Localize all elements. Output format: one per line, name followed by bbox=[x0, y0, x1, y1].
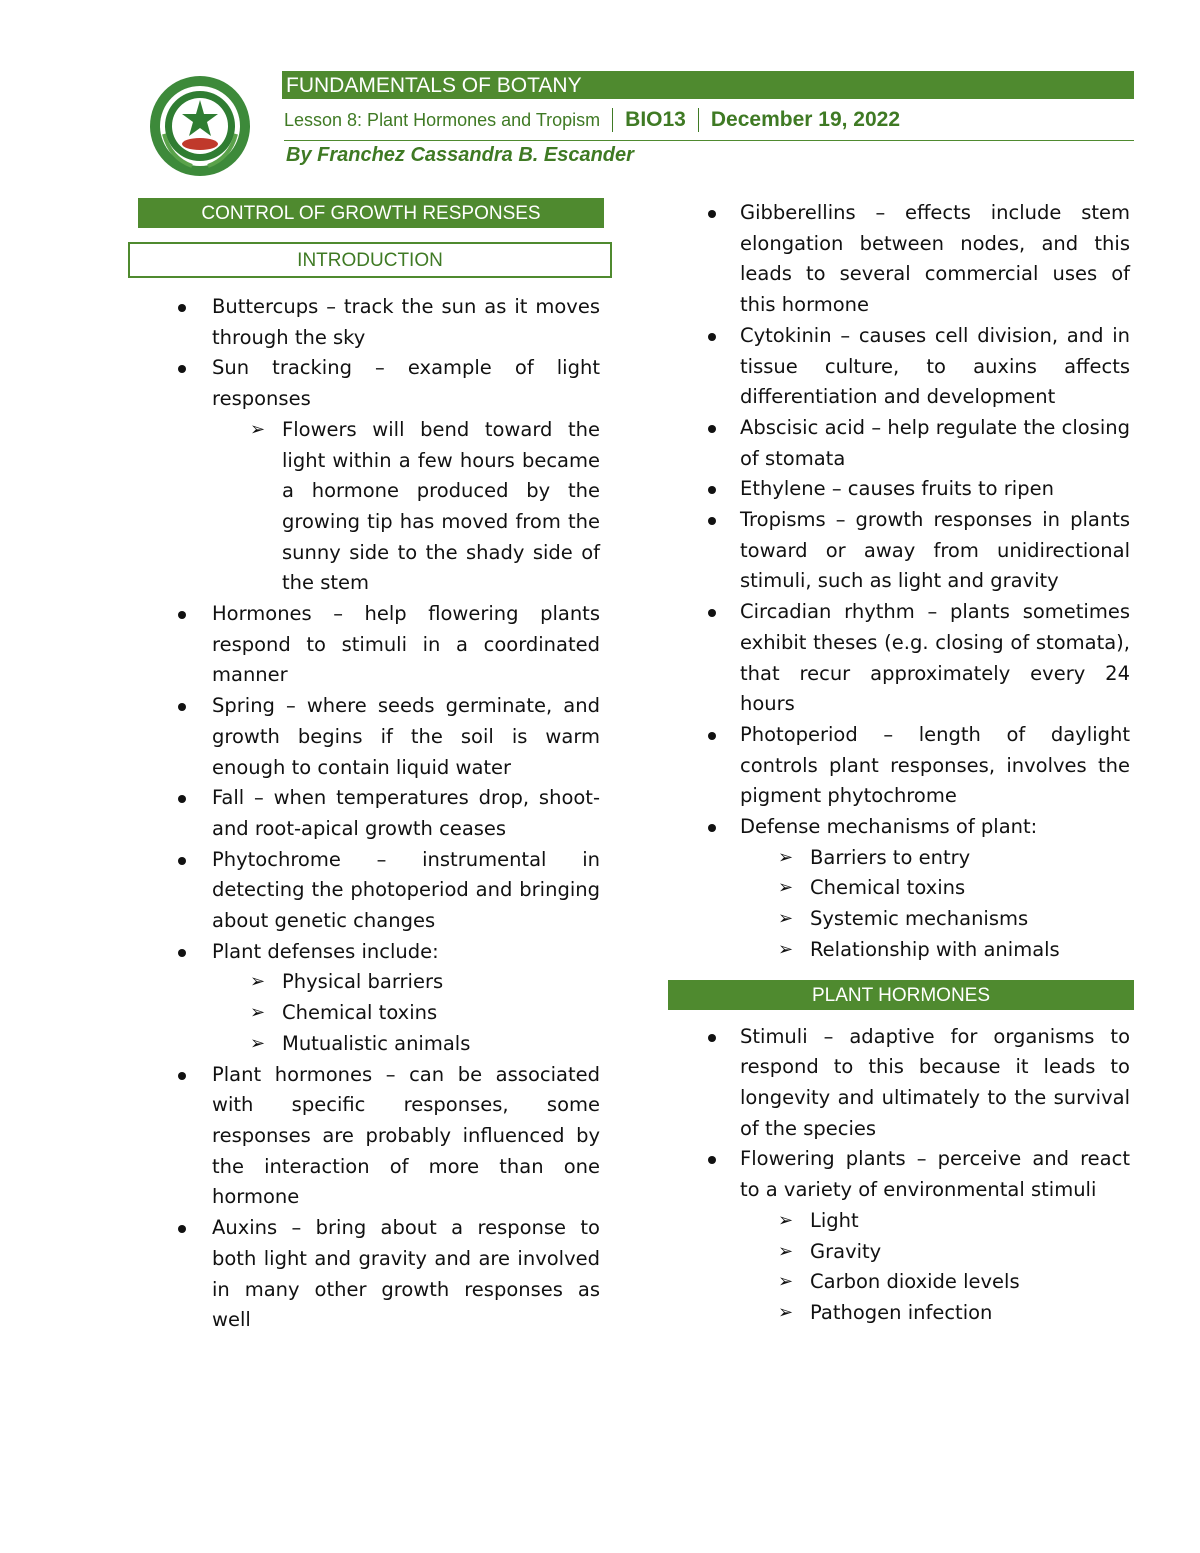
bullet-text: Abscisic acid – help regulate the closing of stomata bbox=[740, 415, 1130, 470]
left-column bbox=[128, 198, 612, 1336]
sub-bullet-item: ➢ Flowers will bend toward the light within a few hours became a hormone produced by the growing tip has moved from the sunny side to the shady side of the stem bbox=[212, 415, 600, 599]
bullet-item bbox=[128, 783, 612, 844]
sub-bullet-list bbox=[740, 1206, 1130, 1329]
bullet-item bbox=[668, 812, 1134, 966]
sub-bullet-item: ➢ Physical barriers bbox=[212, 967, 600, 998]
document-title: FUNDAMENTALS OF BOTANY bbox=[282, 71, 1134, 99]
lesson-info-line bbox=[284, 108, 1134, 141]
bullet-item bbox=[128, 1213, 612, 1336]
bullet-item bbox=[668, 597, 1134, 720]
left-bullet-list bbox=[128, 292, 612, 1336]
bullet-item bbox=[128, 845, 612, 937]
bullet-text: Flowering plants – perceive and react to a variety of environmental stimuli bbox=[740, 1147, 1130, 1202]
bullet-item bbox=[668, 413, 1134, 474]
right-column bbox=[668, 198, 1134, 1329]
bullet-item bbox=[668, 474, 1134, 505]
bullet-item bbox=[668, 1022, 1134, 1145]
divider bbox=[698, 108, 699, 132]
bullet-text: Fall – when temperatures drop, shoot- and root-apical growth ceases bbox=[212, 786, 600, 840]
lesson-title: Lesson 8: Plant Hormones and Tropism bbox=[284, 109, 601, 130]
bullet-item bbox=[128, 292, 612, 353]
sub-bullet-item: ➢ Pathogen infection bbox=[740, 1298, 1130, 1329]
section-header-control-of-growth: CONTROL OF GROWTH RESPONSES bbox=[138, 198, 604, 228]
bullet-text: Phytochrome – instrumental in detecting the photoperiod and bringing about genetic changes bbox=[212, 847, 600, 933]
sub-bullet-item: ➢ Relationship with animals bbox=[740, 935, 1130, 966]
sub-bullet-list bbox=[740, 843, 1130, 966]
bullet-item bbox=[668, 1144, 1134, 1328]
bullet-item bbox=[128, 353, 612, 599]
bullet-item bbox=[128, 691, 612, 783]
university-seal-logo bbox=[148, 74, 252, 178]
bullet-item bbox=[128, 937, 612, 1060]
author-line: By Franchez Cassandra B. Escander bbox=[286, 144, 634, 166]
lesson-date: December 19, 2022 bbox=[710, 108, 901, 131]
course-code: BIO13 bbox=[625, 108, 686, 131]
bullet-item bbox=[668, 198, 1134, 321]
right-bullet-list bbox=[668, 198, 1134, 966]
bullet-text: Photoperiod – length of daylight controls plant responses, involves the pigment phytochrome bbox=[740, 722, 1130, 808]
bullet-item bbox=[668, 720, 1134, 812]
bullet-item bbox=[128, 599, 612, 691]
bullet-item bbox=[668, 321, 1134, 413]
sub-bullet-item: ➢ Systemic mechanisms bbox=[740, 904, 1130, 935]
subsection-header-introduction: INTRODUCTION bbox=[128, 242, 612, 278]
sub-bullet-item: ➢ Chemical toxins bbox=[740, 873, 1130, 904]
plant-hormones-bullet-list bbox=[668, 1022, 1134, 1329]
bullet-text: Hormones – help flowering plants respond to stimuli in a coordinated manner bbox=[212, 602, 600, 687]
bullet-item bbox=[668, 505, 1134, 597]
bullet-text: Spring – where seeds germinate, and growth begins if the soil is warm enough to contain liquid water bbox=[212, 694, 600, 779]
sub-bullet-item: ➢ Barriers to entry bbox=[740, 843, 1130, 874]
divider bbox=[612, 108, 613, 132]
bullet-text: Auxins – bring about a response to both light and gravity and are involved in many other growth responses as well bbox=[212, 1216, 600, 1332]
sub-bullet-item: ➢ Carbon dioxide levels bbox=[740, 1267, 1130, 1298]
sub-bullet-item: ➢ Gravity bbox=[740, 1237, 1130, 1268]
sub-bullet-item: ➢ Chemical toxins bbox=[212, 998, 600, 1029]
sub-bullet-item: ➢ Light bbox=[740, 1206, 1130, 1237]
bullet-text: Tropisms – growth responses in plants toward or away from unidirectional stimuli, such as light and gravity bbox=[740, 508, 1130, 593]
sub-bullet-list bbox=[212, 415, 600, 599]
bullet-text: Sun tracking – example of light responses bbox=[212, 356, 600, 411]
bullet-text: Stimuli – adaptive for organisms to respond to this because it leads to longevity and ultimately to the survival of the species bbox=[740, 1024, 1130, 1140]
sub-bullet-list bbox=[212, 967, 600, 1059]
bullet-text: Ethylene – causes fruits to ripen bbox=[740, 477, 1054, 501]
bullet-text: Gibberellins – effects include stem elongation between nodes, and this leads to several commercial uses of this hormone bbox=[740, 201, 1130, 317]
section-header-plant-hormones: PLANT HORMONES bbox=[668, 980, 1134, 1010]
bullet-text: Defense mechanisms of plant: bbox=[740, 815, 1038, 839]
bullet-text: Cytokinin – causes cell division, and in tissue culture, to auxins affects differentiation and development bbox=[740, 323, 1130, 409]
bullet-text: Plant hormones – can be associated with specific responses, some responses are probably influenced by the interaction of more than one hormone bbox=[212, 1062, 600, 1209]
bullet-text: Buttercups – track the sun as it moves through the sky bbox=[212, 295, 600, 349]
bullet-item bbox=[128, 1060, 612, 1214]
bullet-text: Circadian rhythm – plants sometimes exhibit theses (e.g. closing of stomata), that recur approximately every 24 hours bbox=[740, 600, 1130, 716]
sub-bullet-item: ➢ Mutualistic animals bbox=[212, 1029, 600, 1060]
bullet-text: Plant defenses include: bbox=[212, 939, 439, 963]
